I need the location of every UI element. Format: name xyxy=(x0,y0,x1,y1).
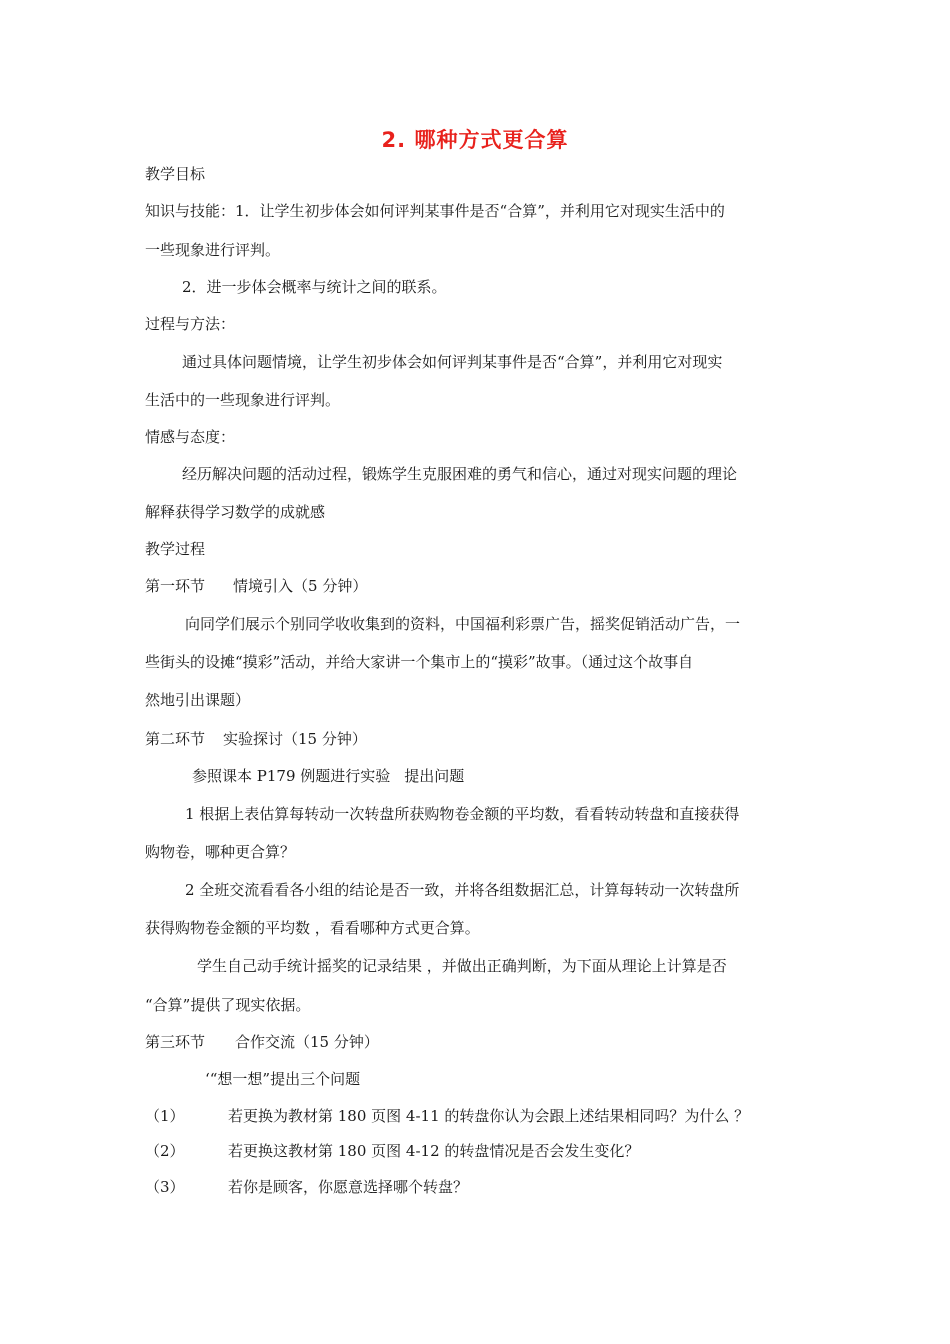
paragraph-line: 向同学们展示个别同学收收集到的资料，中国福利彩票广告，摇奖促销活动广告，一 xyxy=(185,615,741,633)
heading-emotion-attitude: 情感与态度： xyxy=(145,428,236,446)
paragraph-line: 知识与技能：1．让学生初步体会如何评判某事件是否“合算”，并利用它对现实生活中的 xyxy=(145,202,725,220)
heading-teaching-goals: 教学目标 xyxy=(145,165,206,183)
paragraph-line: 经历解决问题的活动过程，锻炼学生克服困难的勇气和信心，通过对现实问题的理论 xyxy=(182,465,738,483)
section-label: 第三环节 xyxy=(145,1033,206,1051)
paragraph-line: 生活中的一些现象进行评判。 xyxy=(145,391,341,409)
paragraph-line: 2．进一步体会概率与统计之间的联系。 xyxy=(182,278,447,296)
paragraph-line: “合算”提供了现实依据。 xyxy=(145,996,311,1014)
paragraph-line: 然地引出课题） xyxy=(145,691,251,709)
paragraph-line: 解释获得学习数学的成就感 xyxy=(145,503,326,521)
section-title: 实验探讨（15 分钟） xyxy=(223,730,367,748)
list-number: （1） xyxy=(145,1107,185,1125)
paragraph-line: 2 全班交流看看各小组的结论是否一致，并将各组数据汇总，计算每转动一次转盘所 xyxy=(185,881,740,899)
paragraph-line: ‘“想一想”提出三个问题 xyxy=(205,1070,361,1088)
section-title: 情境引入（5 分钟） xyxy=(233,577,368,595)
list-number: （2） xyxy=(145,1142,185,1160)
paragraph-line: 购物卷，哪种更合算？ xyxy=(145,843,296,861)
section-label: 第二环节 xyxy=(145,730,206,748)
paragraph-line: 一些现象进行评判。 xyxy=(145,241,281,259)
list-item: （2） 若更换这教材第 180 页图 4-12 的转盘情况是否会发生变化？ xyxy=(145,1142,640,1160)
section-heading-2 xyxy=(145,729,367,749)
section-title: 合作交流（15 分钟） xyxy=(235,1033,379,1051)
section-label: 第一环节 xyxy=(145,577,206,595)
page-title: 2. 哪种方式更合算 xyxy=(381,128,569,152)
paragraph-line: 参照课本 P179 例题进行实验 提出问题 xyxy=(192,767,465,785)
section-heading-3 xyxy=(145,1032,379,1052)
section-heading-1 xyxy=(145,576,367,596)
heading-teaching-process: 教学过程 xyxy=(145,540,206,558)
list-item: （1） 若更换为教材第 180 页图 4-11 的转盘你认为会跟上述结果相同吗？为什么 ？ xyxy=(145,1107,750,1125)
paragraph-line: 通过具体问题情境，让学生初步体会如何评判某事件是否“合算”，并利用它对现实 xyxy=(182,353,723,371)
paragraph-line: 些街头的设摊“摸彩”活动，并给大家讲一个集市上的“摸彩”故事。（通过这个故事自 xyxy=(145,653,694,671)
paragraph-line: 1 根据上表估算每转动一次转盘所获购物卷金额的平均数，看看转动转盘和直接获得 xyxy=(185,805,740,823)
heading-process-method: 过程与方法： xyxy=(145,315,236,333)
paragraph-line: 获得购物卷金额的平均数 ，看看哪种方式更合算。 xyxy=(145,919,480,937)
list-number: （3） xyxy=(145,1178,185,1196)
paragraph-line: 学生自己动手统计摇奖的记录结果 ，并做出正确判断，为下面从理论上计算是否 xyxy=(197,957,727,975)
list-item: （3） 若你是顾客，你愿意选择哪个转盘？ xyxy=(145,1178,469,1196)
